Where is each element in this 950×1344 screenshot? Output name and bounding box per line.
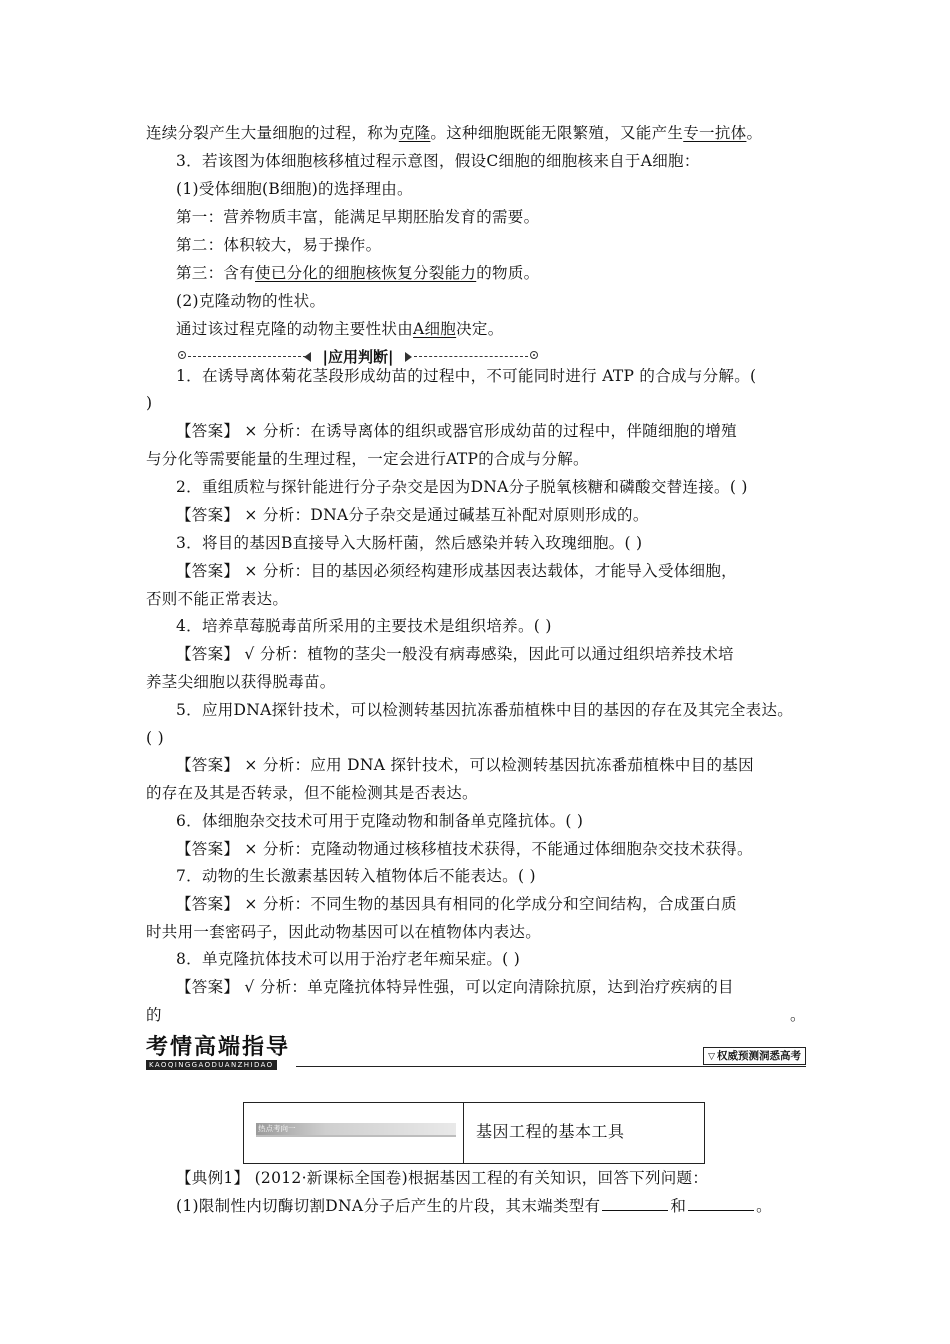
text-span: 的物质。 [476,264,540,282]
question-line: 7．动物的生长激素基因转入植物体后不能表达。( ) [176,867,536,885]
section-heading: | 应用判断 | [313,347,403,367]
answer-line: 时共用一套密码子，因此动物基因可以在植物体内表达。 [146,923,542,941]
box-divider [463,1103,464,1163]
banner-title: 考情高端指导 [146,1035,291,1060]
circle-dot-icon [178,351,186,359]
fill-blank [602,1196,668,1211]
text-line [176,263,539,283]
section-separator [178,347,538,367]
hot-topic-bar [256,1123,456,1137]
hot-topic-title: 基因工程的基本工具 [476,1122,625,1141]
text-span: 和 [670,1197,687,1215]
question-line: 2．重组质粒与探针能进行分子杂交是因为DNA分子脱氧核糖和磷酸交替连接。( ) [176,478,748,496]
answer-line: 【答案】 √ 分析：单克隆抗体特异性强，可以定向清除抗原，达到治疗疾病的目 [176,978,734,996]
banner-subtitle: KAOQINGGAODUANZHIDAO [146,1060,277,1070]
text-line: (2)克隆动物的性状。 [176,292,326,310]
answer-line: 与分化等需要能量的生理过程，一定会进行ATP的合成与分解。 [146,450,589,468]
example-line [176,1196,772,1216]
text-span: (1)限制性内切酶切割DNA分子后产生的片段，其末端类型有 [176,1197,601,1215]
banner-rule [296,1066,806,1067]
banner-tag [703,1047,806,1065]
hot-topic-label: 热点考向一 [258,1124,296,1133]
text-span: 连续分裂产生大量细胞的过程，称为 [146,124,399,142]
answer-line: 的 [146,1006,162,1024]
fill-blank [688,1196,754,1211]
underlined-answer: 专一抗体 [683,124,747,142]
example-line: 【典例1】 (2012·新课标全国卷)根据基因工程的有关知识，回答下列问题： [176,1169,709,1187]
answer-line: 否则不能正常表达。 [146,590,289,608]
underlined-answer: A细胞 [413,320,457,338]
text-span: 。这种细胞既能无限繁殖，又能产生 [430,124,684,142]
question-line: 4．培养草莓脱毒苗所采用的主要技术是组织培养。( ) [176,617,552,635]
chevron-down-icon: ▽ [708,1052,715,1062]
question-line: 5．应用DNA探针技术，可以检测转基因抗冻番茄植株中目的基因的存在及其完全表达。 [176,701,794,719]
hot-topic-box [243,1102,705,1164]
answer-line: 【答案】 × 分析：目的基因必须经构建形成基因表达载体，才能导入受体细胞， [176,562,737,580]
circle-dot-icon [530,351,538,359]
dashed-rule [414,356,528,357]
question-line: 3．将目的基因B直接导入大肠杆菌，然后感染并转入玫瑰细胞。( ) [176,534,643,552]
triangle-right-icon [405,352,412,362]
text-line [146,123,762,143]
section-banner [146,1036,806,1072]
answer-line: 养茎尖细胞以获得脱毒苗。 [146,673,336,691]
text-span: 。 [746,124,763,142]
answer-line: 【答案】 √ 分析：植物的茎尖一般没有病毒感染，因此可以通过组织培养技术培 [176,645,734,663]
answer-line: 【答案】 × 分析：DNA分子杂交是通过碱基互补配对原则形成的。 [176,506,649,524]
answer-line: 【答案】 × 分析：应用 DNA 探针技术，可以检测转基因抗冻番茄植株中目的基因 [176,756,754,774]
question-line: 6．体细胞杂交技术可用于克隆动物和制备单克隆抗体。( ) [176,812,584,830]
text-line [176,319,504,339]
underlined-answer: 克隆 [398,124,431,142]
banner-tag-text: 权威预测洞悉高考 [717,1050,801,1062]
text-span: 决定。 [456,320,504,338]
answer-line: 【答案】 × 分析：不同生物的基因具有相同的化学成分和空间结构，合成蛋白质 [176,895,737,913]
question-line: 1．在诱导离体菊花茎段形成幼苗的过程中，不可能同时进行 ATP 的合成与分解。( [176,367,757,385]
text-line: 第二：体积较大，易于操作。 [176,236,382,254]
text-span: 第三：含有 [176,264,256,282]
dashed-rule [188,356,306,357]
text-span: 通过该过程克隆的动物主要性状由 [176,320,414,338]
text-line: 第一：营养物质丰富，能满足早期胚胎发育的需要。 [176,208,540,226]
answer-line: 【答案】 × 分析：在诱导离体的组织或器官形成幼苗的过程中，伴随细胞的增殖 [176,422,737,440]
triangle-left-icon [304,352,311,362]
text-span: 。 [756,1197,772,1215]
trailing-period: 。 [790,1006,806,1024]
underlined-answer: 使已分化的细胞核恢复分裂能力 [255,264,477,282]
text-line: (1)受体细胞(B细胞)的选择理由。 [176,180,413,198]
question-line: ) [146,394,153,412]
answer-line: 的存在及其是否转录，但不能检测其是否表达。 [146,784,478,802]
question-line: ( ) [146,729,164,747]
text-line: 3．若该图为体细胞核移植过程示意图，假设C细胞的细胞核来自于A细胞： [176,152,700,170]
question-line: 8．单克隆抗体技术可以用于治疗老年痴呆症。( ) [176,950,521,968]
answer-line: 【答案】 × 分析：克隆动物通过核移植技术获得，不能通过体细胞杂交技术获得。 [176,840,753,858]
